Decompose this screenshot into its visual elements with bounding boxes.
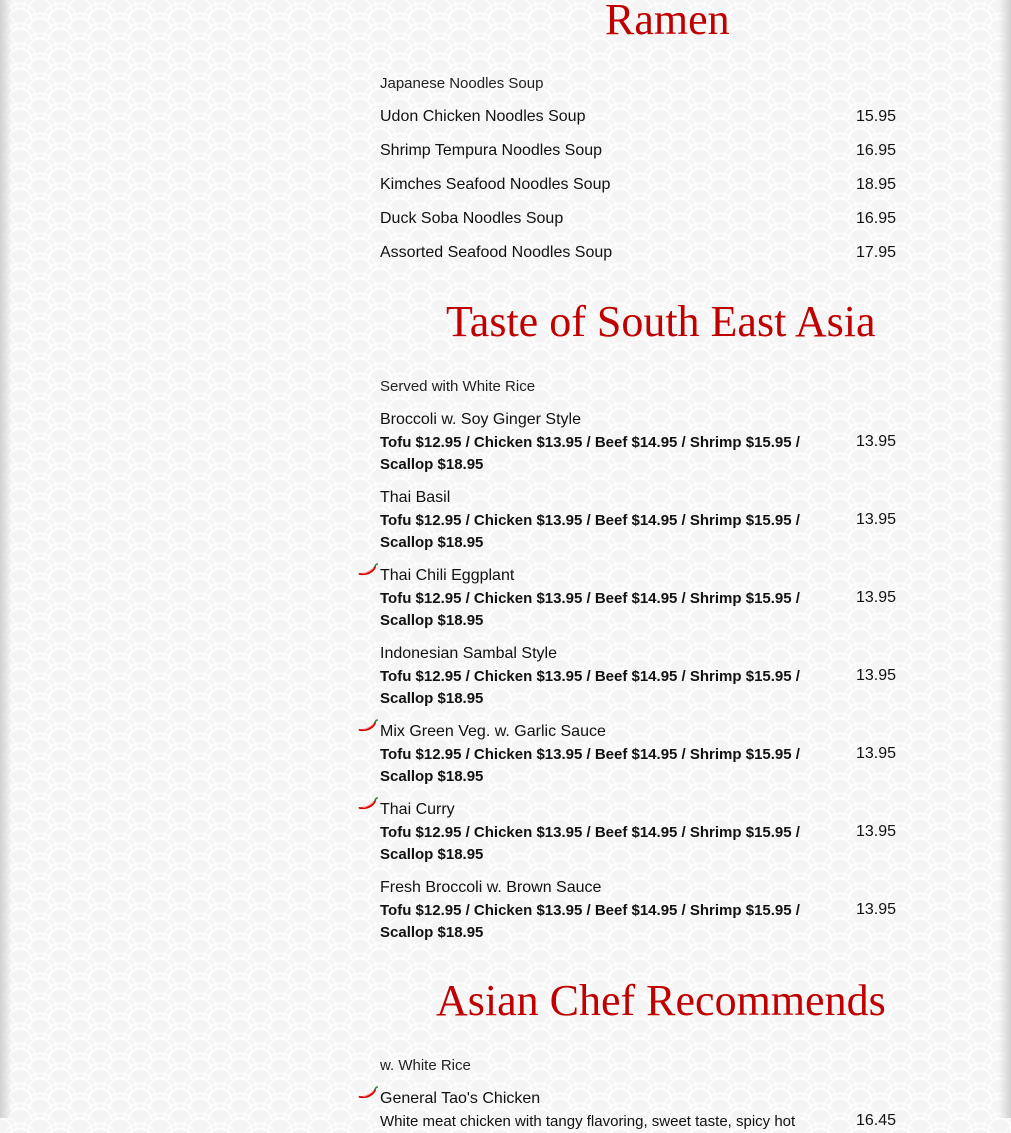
item-name: Udon Chicken Noodles Soup [380,108,586,125]
item-name: Fresh Broccoli w. Brown Sauce [380,879,602,896]
item-name: Thai Basil [380,489,451,506]
item-price: 13.95 [855,745,896,762]
item-name: General Tao's Chicken [380,1090,541,1107]
menu-item [380,799,896,863]
item-description: White meat chicken with tangy flavoring, sweet taste, spicy hot [380,1113,796,1130]
item-description: Tofu $12.95 / Chicken $13.95 / Beef $14.95 / Shrimp $15.95 / Scallop $18.95 [380,512,800,551]
chili-pepper-icon [358,562,378,578]
menu-item [380,1088,896,1130]
menu-item [380,721,896,785]
menu-item [380,208,896,234]
item-name: Shrimp Tempura Noodles Soup [380,142,603,159]
section-title-south-east-asia: Taste of South East Asia [446,297,876,346]
section-subtitle-chef-recommends: w. White Rice [380,1057,471,1074]
menu-item [380,140,896,166]
menu-item [380,565,896,629]
item-name: Mix Green Veg. w. Garlic Sauce [380,723,606,740]
section-title-ramen: Ramen [605,0,730,44]
item-description: Tofu $12.95 / Chicken $13.95 / Beef $14.95 / Shrimp $15.95 / Scallop $18.95 [380,746,800,785]
item-name: Thai Curry [380,801,455,818]
item-description: Tofu $12.95 / Chicken $13.95 / Beef $14.95 / Shrimp $15.95 / Scallop $18.95 [380,824,800,863]
menu-item [380,643,896,707]
item-price: 13.95 [855,433,896,450]
item-price: 16.95 [855,210,896,227]
page-edge-left [0,0,12,1118]
item-price: 15.95 [855,108,896,125]
chili-pepper-icon [358,1085,378,1101]
item-description: Tofu $12.95 / Chicken $13.95 / Beef $14.95 / Shrimp $15.95 / Scallop $18.95 [380,434,800,473]
item-price: 13.95 [855,823,896,840]
item-name: Kimches Seafood Noodles Soup [380,176,611,193]
menu-item [380,242,896,268]
item-price: 13.95 [855,667,896,684]
chili-pepper-icon [358,796,378,812]
item-description: Tofu $12.95 / Chicken $13.95 / Beef $14.95 / Shrimp $15.95 / Scallop $18.95 [380,902,800,941]
item-name: Indonesian Sambal Style [380,645,557,662]
item-description: Tofu $12.95 / Chicken $13.95 / Beef $14.95 / Shrimp $15.95 / Scallop $18.95 [380,668,800,707]
item-name: Thai Chili Eggplant [380,567,515,584]
menu-item [380,487,896,551]
chili-pepper-icon [358,718,378,734]
section-subtitle-ramen: Japanese Noodles Soup [380,75,544,92]
item-price: 17.95 [855,244,896,261]
section-subtitle-south-east-asia: Served with White Rice [380,378,536,395]
section-title-chef-recommends: Asian Chef Recommends [436,976,886,1025]
item-description: Tofu $12.95 / Chicken $13.95 / Beef $14.95 / Shrimp $15.95 / Scallop $18.95 [380,590,800,629]
page-edge-right [999,0,1011,1118]
item-price: 16.95 [855,142,896,159]
item-price: 16.45 [855,1112,896,1129]
item-name: Duck Soba Noodles Soup [380,210,564,227]
menu-item [380,877,896,941]
menu-item [380,174,896,200]
menu-item [380,409,896,473]
item-name: Broccoli w. Soy Ginger Style [380,411,581,428]
menu-item [380,106,896,132]
item-name: Assorted Seafood Noodles Soup [380,244,613,261]
item-price: 13.95 [855,589,896,606]
item-price: 13.95 [855,901,896,918]
item-price: 13.95 [855,511,896,528]
item-price: 18.95 [855,176,896,193]
